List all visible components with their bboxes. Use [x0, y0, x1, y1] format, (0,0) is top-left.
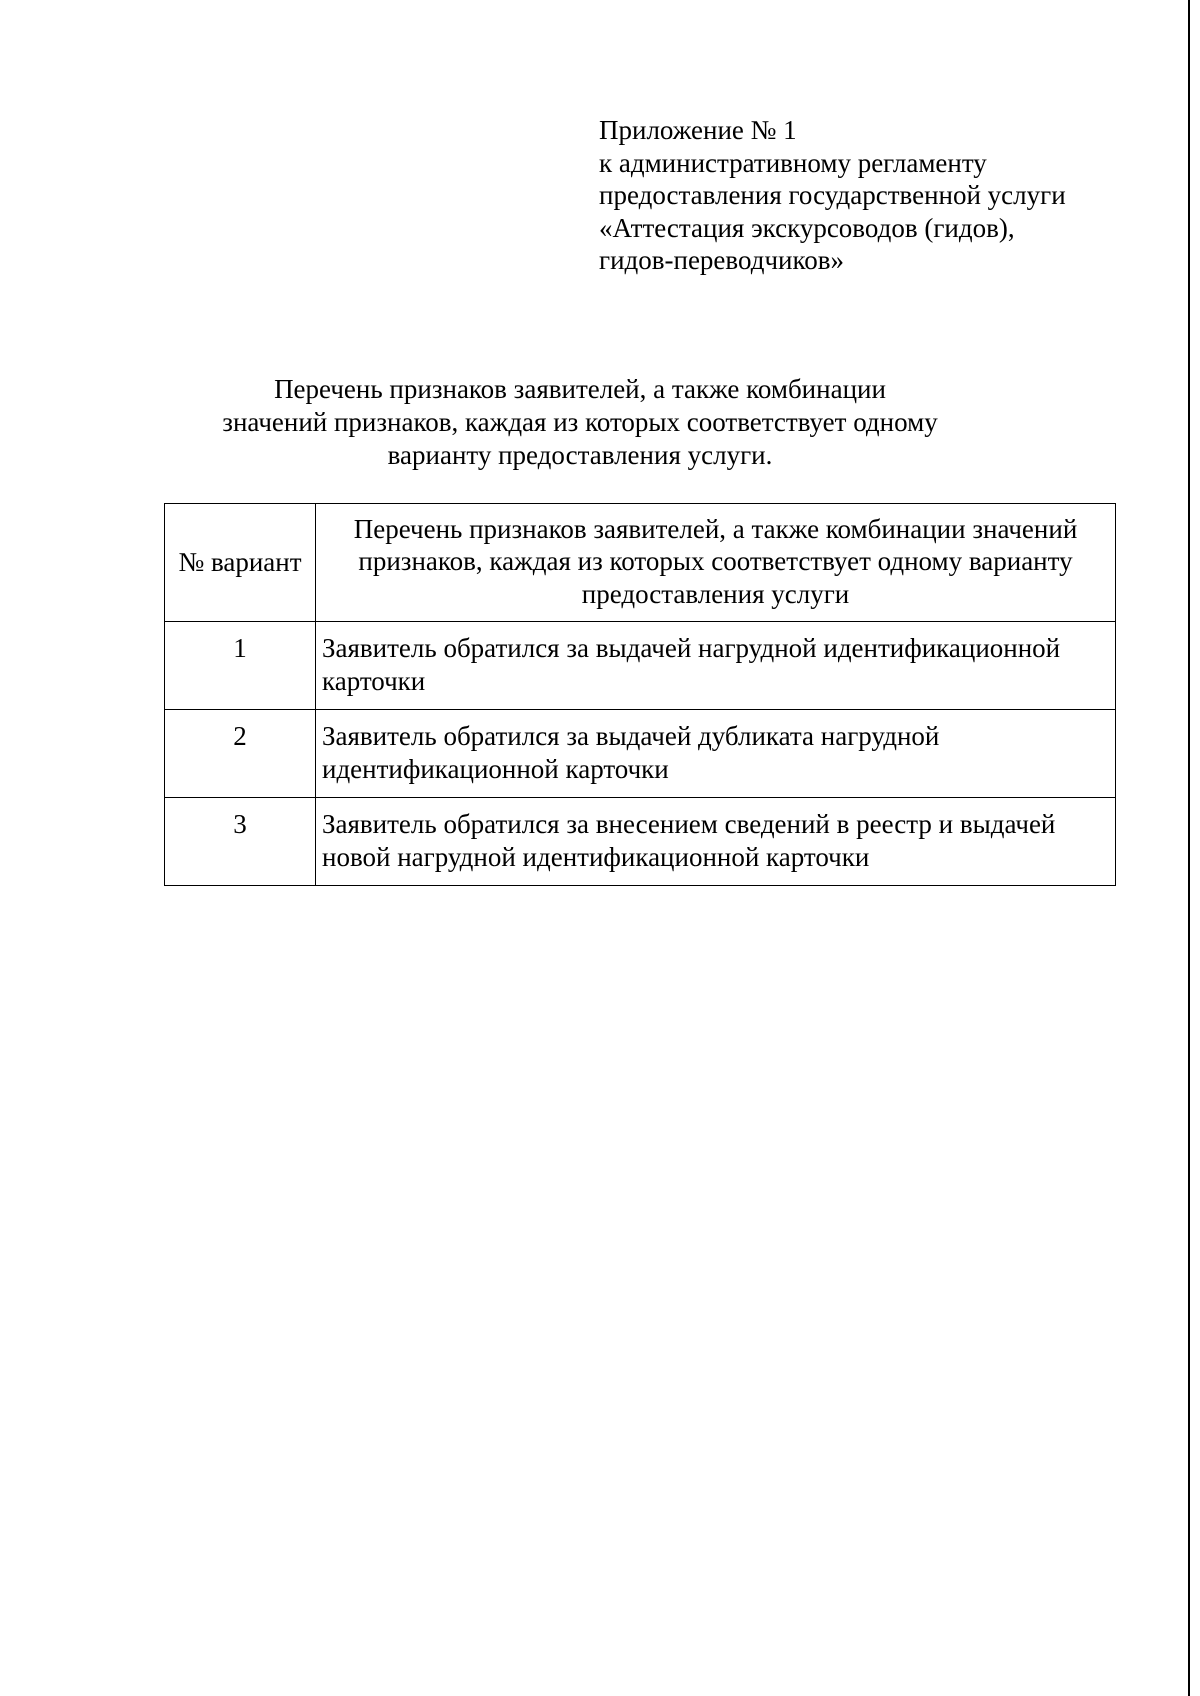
appendix-header — [599, 114, 1119, 277]
title-line: значений признаков, каждая из которых соответствует одному — [222, 407, 938, 437]
row-description: Заявитель обратился за выдачей нагрудной идентификационной карточки — [316, 622, 1116, 710]
document-title — [160, 373, 1000, 472]
appendix-line: гидов-переводчиков» — [599, 245, 844, 275]
table-header-row — [165, 504, 1116, 622]
header-number: № вариант — [165, 504, 316, 622]
title-line: варианту предоставления услуги. — [387, 440, 773, 470]
table-row — [165, 710, 1116, 798]
page-edge-line — [1188, 0, 1190, 1696]
variants-table — [164, 503, 1116, 886]
appendix-line: к административному регламенту — [599, 147, 987, 178]
row-number: 1 — [165, 622, 316, 710]
row-description: Заявитель обратился за внесением сведений в реестр и выдачей новой нагрудной идентификационной карточки — [316, 798, 1116, 886]
header-description: Перечень признаков заявителей, а также комбинации значений признаков, каждая из которых соответствует одному варианту предоставления услуги — [316, 504, 1116, 622]
row-description: Заявитель обратился за выдачей дубликата нагрудной идентификационной карточки — [316, 710, 1116, 798]
title-line: Перечень признаков заявителей, а также комбинации — [274, 374, 886, 404]
table-row — [165, 622, 1116, 710]
row-number: 3 — [165, 798, 316, 886]
appendix-line: «Аттестация экскурсоводов (гидов), — [599, 212, 1015, 243]
appendix-line: предоставления государственной услуги — [599, 180, 1066, 210]
row-number: 2 — [165, 710, 316, 798]
appendix-line: Приложение № 1 — [599, 115, 797, 145]
table-row — [165, 798, 1116, 886]
